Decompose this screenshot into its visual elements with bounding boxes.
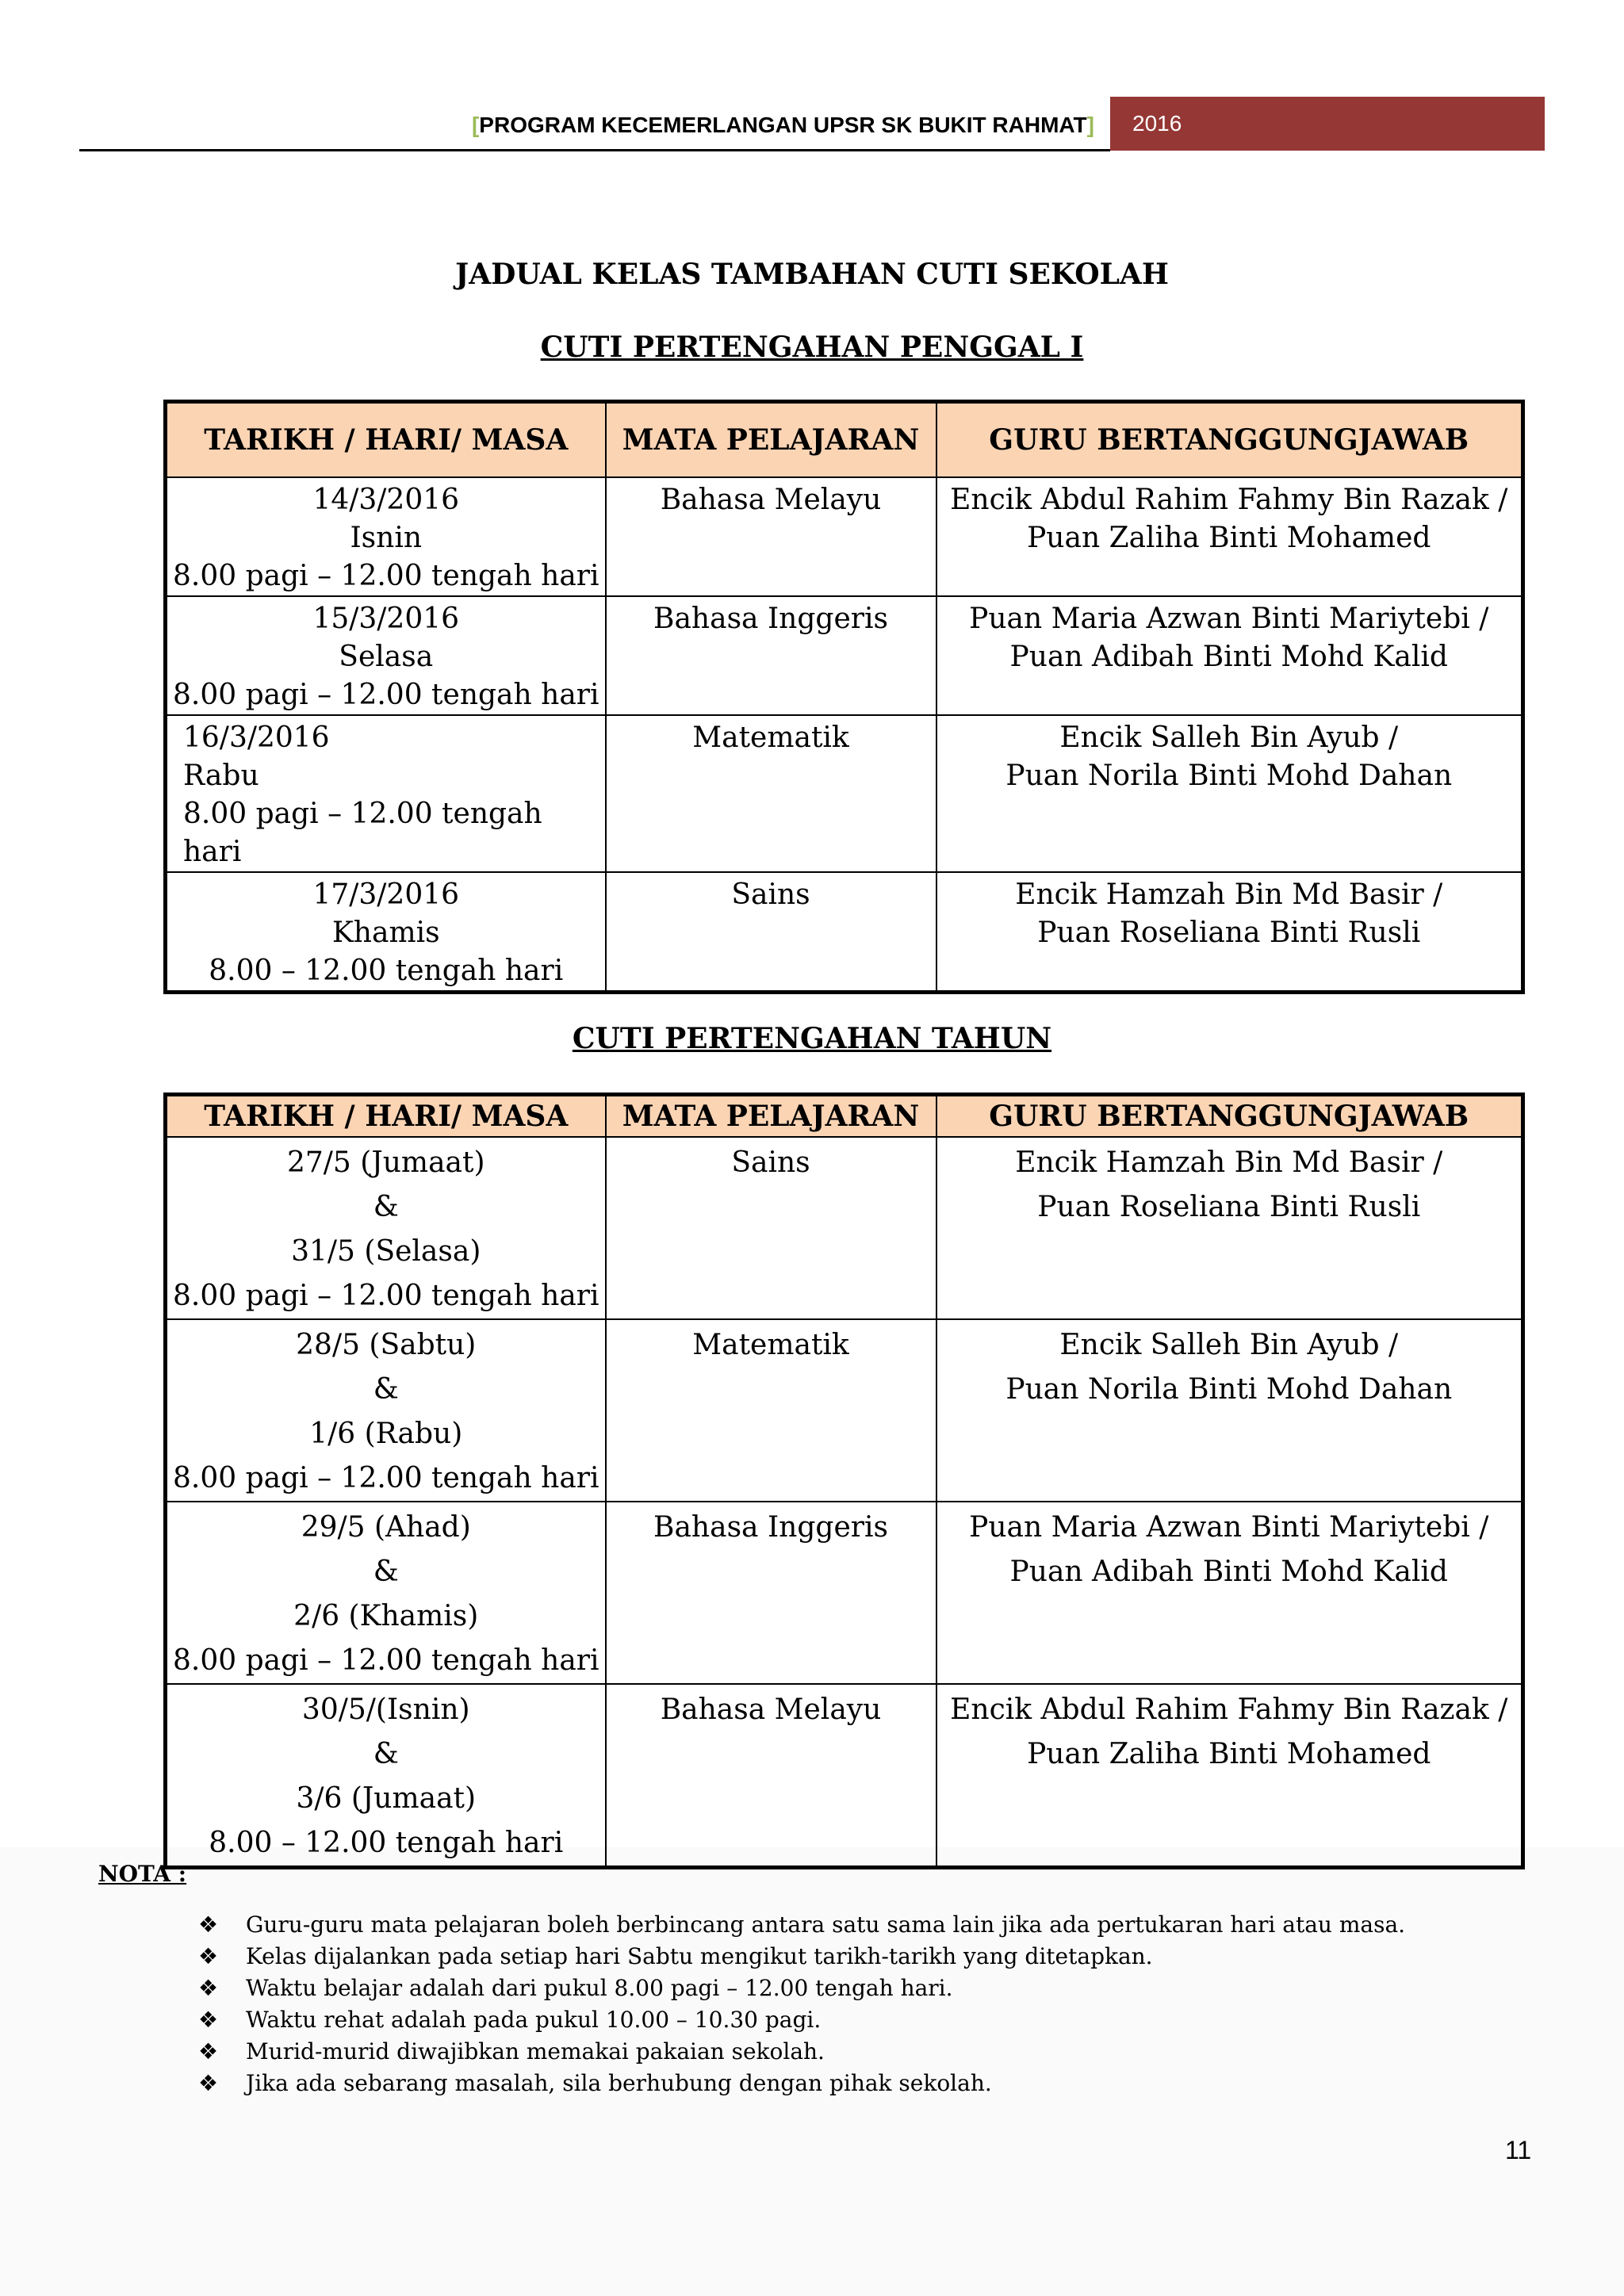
list-item [198,1941,1562,1973]
teacher-line: Puan Adibah Binti Mohd Kalid [1009,1556,1448,1588]
date-line: 30/5/(Isnin) [301,1693,470,1726]
date-line: 14/3/2016 [312,484,460,516]
table-row [166,1319,1523,1502]
nota-label: NOTA : [98,1861,187,1887]
diamond-bullet-icon: ❖ [198,2070,219,2096]
date-cell [166,477,606,596]
teacher-line: Encik Hamzah Bin Md Basir / [1015,878,1443,911]
day-line: Rabu [183,760,259,792]
teacher-line: Encik Salleh Bin Ayub / [1059,1329,1399,1361]
time-line: 8.00 pagi – 12.00 tengah hari [172,679,599,711]
date-line: 16/3/2016 [183,721,330,754]
list-item [198,1973,1562,2004]
diamond-bullet-icon: ❖ [198,1911,219,1938]
diamond-bullet-icon: ❖ [198,2007,219,2033]
table-row [166,596,1523,715]
teacher-line: Puan Maria Azwan Binti Mariytebi / [969,603,1489,635]
section2-table [163,1093,1525,1869]
time-line: 8.00 – 12.00 tengah hari [209,955,564,987]
subject-cell: Bahasa Melayu [606,477,936,596]
table-header-row [166,402,1523,478]
time-line: 8.00 pagi – 12.00 tengah hari [172,560,599,592]
teacher-line: Puan Roseliana Binti Rusli [1037,916,1421,949]
list-item [198,2004,1562,2036]
date-cell [166,1137,606,1319]
page-number: 11 [1505,2136,1532,2164]
note-text: Murid-murid diwajibkan memakai pakaian sekolah. [246,2038,825,2064]
table-row [166,715,1523,872]
nota-list [198,1909,1562,2099]
teacher-cell [936,477,1523,596]
time-line: 8.00 pagi – 12.00 tengah hari [172,1280,599,1312]
column-header-date: TARIKH / HARI/ MASA [166,1095,606,1138]
date-line: 1/6 (Rabu) [309,1418,463,1450]
day-line: Isnin [350,522,423,554]
date-cell [166,1684,606,1868]
note-text: Jika ada sebarang masalah, sila berhubung dengan pihak sekolah. [246,2070,992,2096]
section1-table [163,400,1525,994]
subject-cell: Matematik [606,1319,936,1502]
teacher-line: Puan Adibah Binti Mohd Kalid [1009,641,1448,673]
teacher-cell [936,1137,1523,1319]
column-header-date: TARIKH / HARI/ MASA [166,402,606,478]
subject-cell: Bahasa Melayu [606,1684,936,1868]
header-year-box [1110,97,1545,151]
teacher-line: Encik Hamzah Bin Md Basir / [1015,1146,1443,1179]
teacher-cell [936,1684,1523,1868]
date-line: 15/3/2016 [312,603,460,635]
diamond-bullet-icon: ❖ [198,1943,219,1969]
ampersand-line: & [373,1738,399,1770]
column-header-subject: MATA PELAJARAN [606,402,936,478]
teacher-cell [936,1502,1523,1684]
section1-title: CUTI PERTENGAHAN PENGGAL I [540,331,1084,364]
header-title: PROGRAM KECEMERLANGAN UPSR SK BUKIT RAHMAT [479,113,1087,137]
teacher-line: Encik Abdul Rahim Fahmy Bin Razak / [950,484,1508,516]
day-line: Selasa [339,641,434,673]
section2-title: CUTI PERTENGAHAN TAHUN [572,1022,1052,1055]
teacher-line: Puan Zaliha Binti Mohamed [1027,522,1431,554]
subject-cell: Sains [606,872,936,993]
date-cell [166,1502,606,1684]
note-text: Waktu rehat adalah pada pukul 10.00 – 10.30 pagi. [246,2007,822,2033]
ampersand-line: & [373,1191,399,1223]
date-cell [166,872,606,993]
diamond-bullet-icon: ❖ [198,2038,219,2064]
document-title: JADUAL KELAS TAMBAHAN CUTI SEKOLAH [455,258,1169,291]
date-cell [166,1319,606,1502]
table-header-row [166,1095,1523,1138]
subject-cell: Sains [606,1137,936,1319]
date-line: 28/5 (Sabtu) [296,1329,477,1361]
table-row [166,1684,1523,1868]
note-text: Guru-guru mata pelajaran boleh berbincang antara satu sama lain jika ada pertukaran hari atau masa. [246,1911,1406,1938]
table-row [166,872,1523,993]
diamond-bullet-icon: ❖ [198,1975,219,2001]
teacher-line: Puan Norila Binti Mohd Dahan [1005,760,1453,792]
ampersand-line: & [373,1556,399,1588]
teacher-line: Puan Norila Binti Mohd Dahan [1005,1373,1453,1406]
subject-cell: Bahasa Inggeris [606,1502,936,1684]
teacher-line: Encik Abdul Rahim Fahmy Bin Razak / [950,1693,1508,1726]
teacher-line: Puan Roseliana Binti Rusli [1037,1191,1421,1223]
note-text: Kelas dijalankan pada setiap hari Sabtu mengikut tarikh-tarikh yang ditetapkan. [246,1943,1153,1969]
teacher-cell [936,872,1523,993]
column-header-subject: MATA PELAJARAN [606,1095,936,1138]
date-line: 17/3/2016 [312,878,460,911]
time-line: 8.00 pagi – 12.00 tengah hari [183,798,542,868]
date-line: 29/5 (Ahad) [301,1511,471,1544]
subject-cell: Bahasa Inggeris [606,596,936,715]
column-header-teacher: GURU BERTANGGUNGJAWAB [936,1095,1523,1138]
date-line: 2/6 (Khamis) [293,1600,479,1632]
list-item [198,2036,1562,2068]
header-close-bracket: ] [1086,113,1094,137]
list-item [198,2068,1562,2099]
day-line: Khamis [331,916,440,949]
teacher-cell [936,596,1523,715]
header-year: 2016 [1132,111,1182,136]
teacher-line: Puan Zaliha Binti Mohamed [1027,1738,1431,1770]
teacher-line: Encik Salleh Bin Ayub / [1059,721,1399,754]
teacher-cell [936,715,1523,872]
list-item [198,1909,1562,1941]
date-cell [166,596,606,715]
table-row [166,477,1523,596]
header-rule [79,149,1110,151]
date-line: 31/5 (Selasa) [291,1235,481,1268]
time-line: 8.00 – 12.00 tengah hari [209,1827,564,1859]
note-text: Waktu belajar adalah dari pukul 8.00 pagi – 12.00 tengah hari. [246,1975,953,2001]
time-line: 8.00 pagi – 12.00 tengah hari [172,1462,599,1494]
date-line: 3/6 (Jumaat) [296,1782,477,1815]
date-cell [166,715,606,872]
time-line: 8.00 pagi – 12.00 tengah hari [172,1644,599,1677]
teacher-line: Puan Maria Azwan Binti Mariytebi / [969,1511,1489,1544]
header-open-bracket: [ [471,113,480,137]
date-line: 27/5 (Jumaat) [286,1146,485,1179]
column-header-teacher: GURU BERTANGGUNGJAWAB [936,402,1523,478]
running-header [444,108,1094,143]
subject-cell: Matematik [606,715,936,872]
teacher-cell [936,1319,1523,1502]
ampersand-line: & [373,1373,399,1406]
table-row [166,1502,1523,1684]
table-row [166,1137,1523,1319]
